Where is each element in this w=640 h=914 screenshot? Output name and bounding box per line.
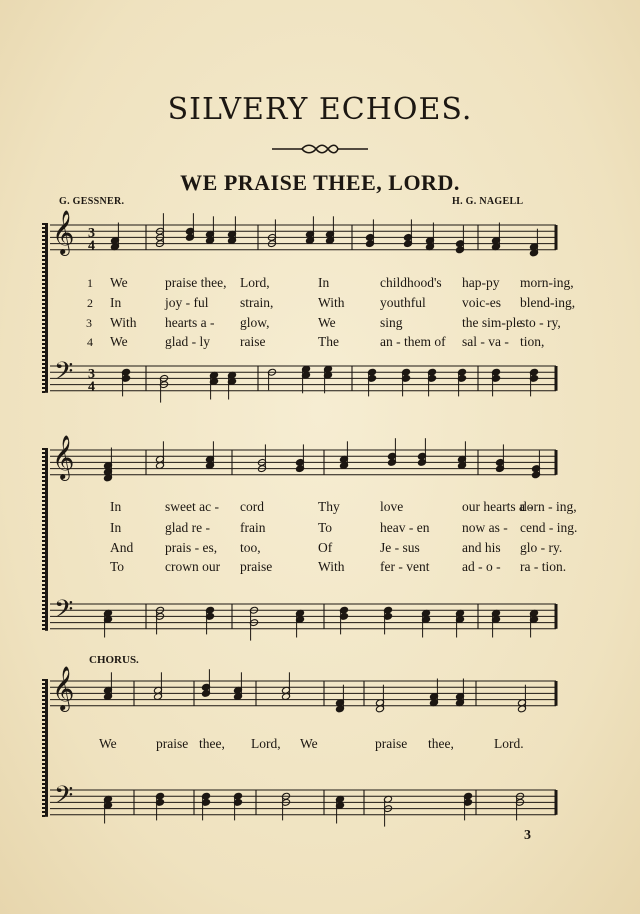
lyric-syllable: joy - ful: [165, 295, 209, 310]
bracket-ornament: [42, 496, 45, 498]
lyric-syllable: Of: [318, 540, 333, 555]
lyric-syllable: hap-py: [462, 275, 500, 290]
lyric-syllable: raise: [240, 334, 266, 349]
bracket-ornament: [42, 779, 45, 781]
bracket-ornament: [42, 255, 45, 257]
lyric-syllable: childhood's: [380, 275, 442, 290]
bracket-ornament: [42, 243, 45, 245]
lyric-syllable: thee,: [199, 736, 225, 751]
verse-line-1: [0, 275, 640, 293]
lyric-syllable: To: [318, 520, 333, 535]
bracket-ornament: [42, 251, 45, 253]
lyric-syllable: Je - sus: [380, 540, 420, 555]
lyric-syllable: praise: [240, 559, 273, 574]
bracket-ornament: [42, 375, 45, 377]
lyric-syllable: love: [380, 499, 404, 514]
bracket-ornament: [42, 799, 45, 801]
bracket-ornament: [42, 267, 45, 269]
lyric-syllable: In: [318, 275, 330, 290]
bracket-ornament: [42, 600, 45, 602]
bracket-ornament: [42, 247, 45, 249]
time-signature-bottom: 4: [88, 238, 95, 254]
chorus-line: [0, 736, 640, 754]
bracket-ornament: [42, 771, 45, 773]
lyric-syllable: dorn - ing,: [520, 499, 577, 514]
bracket-ornament: [42, 719, 45, 721]
lyric-syllable: praise: [156, 736, 189, 751]
verse-number: 3: [86, 316, 92, 330]
verse-line-3: [0, 315, 640, 333]
bracket-ornament: [42, 359, 45, 361]
bracket-ornament: [42, 723, 45, 725]
lyric-syllable: the sim-ple: [462, 315, 523, 330]
bracket-ornament: [42, 624, 45, 626]
verse-cont-line-3: [0, 540, 640, 558]
lyric-syllable: sweet ac -: [165, 499, 219, 514]
lyric-syllable: fer - vent: [380, 559, 430, 574]
bass-clef: 𝄢: [54, 781, 74, 816]
bracket-ornament: [42, 604, 45, 606]
bracket-ornament: [42, 464, 45, 466]
bracket-ornament: [42, 235, 45, 237]
lyric-syllable: We: [99, 736, 117, 751]
bracket-ornament: [42, 711, 45, 713]
lyric-syllable: our hearts a -: [462, 499, 533, 514]
verse-number: 4: [87, 335, 93, 349]
lyric-syllable: frain: [240, 520, 266, 535]
lyric-syllable: We: [110, 275, 128, 290]
lyric-syllable: praise: [375, 736, 408, 751]
bracket-ornament: [42, 460, 45, 462]
lyric-syllable: With: [318, 295, 345, 310]
lyric-syllable: glow,: [240, 315, 270, 330]
bracket-ornament: [42, 476, 45, 478]
bracket-ornament: [42, 763, 45, 765]
bracket-ornament: [42, 775, 45, 777]
lyric-syllable: morn-ing,: [520, 275, 574, 290]
chorus-label: CHORUS.: [89, 654, 139, 666]
bracket-ornament: [42, 608, 45, 610]
lyric-syllable: We: [110, 334, 128, 349]
bracket-ornament: [42, 355, 45, 357]
bracket-ornament: [42, 807, 45, 809]
bracket-ornament: [42, 731, 45, 733]
lyric-syllable: In: [110, 520, 122, 535]
bracket-ornament: [42, 815, 45, 817]
author-credit: H. G. NAGELL: [452, 196, 524, 207]
lyric-syllable: praise thee,: [165, 275, 227, 290]
book-title: SILVERY ECHOES.: [167, 92, 473, 127]
verse-number: 1: [87, 276, 93, 290]
bracket-ornament: [42, 456, 45, 458]
lyric-syllable: and his: [462, 540, 501, 555]
bracket-ornament: [42, 472, 45, 474]
page-number: 3: [524, 828, 531, 843]
bracket-ornament: [42, 580, 45, 582]
bracket-ornament: [42, 480, 45, 482]
lyric-syllable: strain,: [240, 295, 274, 310]
bracket-ornament: [42, 452, 45, 454]
bracket-ornament: [42, 612, 45, 614]
lyric-syllable: tion,: [520, 334, 545, 349]
bracket-ornament: [42, 239, 45, 241]
bracket-ornament: [42, 811, 45, 813]
bracket-ornament: [42, 387, 45, 389]
treble-clef: 𝄞: [52, 210, 75, 254]
time-signature-top: 3: [88, 367, 95, 382]
lyric-syllable: hearts a -: [165, 315, 215, 330]
lyric-syllable: With: [110, 315, 137, 330]
hymn-title: WE PRAISE THEE, LORD.: [180, 170, 460, 195]
bracket-ornament: [42, 616, 45, 618]
lyric-syllable: cend - ing.: [520, 520, 578, 535]
lyric-syllable: an - them of: [380, 334, 446, 349]
bracket-ornament: [42, 628, 45, 630]
bracket-ornament: [42, 683, 45, 685]
verse-line-2: [0, 295, 640, 313]
treble-clef: 𝄞: [52, 666, 75, 710]
bracket-ornament: [42, 691, 45, 693]
lyric-syllable: Lord,: [240, 275, 270, 290]
time-signature-bottom: 4: [88, 379, 95, 395]
lyric-syllable: glo - ry.: [520, 540, 563, 555]
bracket-ornament: [42, 468, 45, 470]
bracket-ornament: [42, 787, 45, 789]
bracket-ornament: [42, 592, 45, 594]
bracket-ornament: [42, 227, 45, 229]
bass-clef: 𝄢: [54, 595, 74, 630]
bracket-ornament: [42, 391, 45, 393]
lyric-syllable: In: [110, 499, 122, 514]
lyric-syllable: crown our: [165, 559, 221, 574]
bracket-ornament: [42, 271, 45, 273]
bracket-ornament: [42, 596, 45, 598]
bracket-ornament: [42, 679, 45, 681]
bracket-ornament: [42, 588, 45, 590]
bracket-ornament: [42, 367, 45, 369]
bracket-ornament: [42, 231, 45, 233]
bracket-ornament: [42, 383, 45, 385]
bracket-ornament: [42, 703, 45, 705]
lyric-syllable: And: [110, 540, 134, 555]
verse-cont-line-4: [0, 559, 640, 577]
bracket-ornament: [42, 371, 45, 373]
lyric-syllable: thee,: [428, 736, 454, 751]
bracket-ornament: [42, 727, 45, 729]
bracket-ornament: [42, 707, 45, 709]
lyric-syllable: glad re -: [165, 520, 210, 535]
bracket-ornament: [42, 379, 45, 381]
lyric-syllable: The: [318, 334, 339, 349]
lyric-syllable: Thy: [318, 499, 340, 514]
verse-number: 2: [87, 296, 93, 310]
bracket-ornament: [42, 767, 45, 769]
bracket-ornament: [42, 484, 45, 486]
bracket-ornament: [42, 687, 45, 689]
lyric-syllable: With: [318, 559, 345, 574]
lyric-syllable: In: [110, 295, 122, 310]
bracket-ornament: [42, 263, 45, 265]
verse-cont-line-2: [0, 520, 640, 538]
lyric-syllable: ra - tion.: [520, 559, 567, 574]
lyric-syllable: glad - ly: [165, 334, 210, 349]
lyric-syllable: blend-ing,: [520, 295, 576, 310]
verse-cont-line-1: [0, 499, 640, 517]
treble-clef: 𝄞: [52, 435, 75, 479]
bracket-ornament: [42, 759, 45, 761]
lyric-syllable: sal - va -: [462, 334, 509, 349]
bracket-ornament: [42, 795, 45, 797]
bracket-ornament: [42, 620, 45, 622]
bracket-ornament: [42, 223, 45, 225]
bracket-ornament: [42, 695, 45, 697]
lyric-syllable: sing: [380, 315, 403, 330]
lyric-syllable: prais - es,: [165, 540, 218, 555]
lyric-syllable: ad - o -: [462, 559, 501, 574]
bracket-ornament: [42, 715, 45, 717]
lyric-syllable: Lord,: [251, 736, 281, 751]
bracket-ornament: [42, 791, 45, 793]
bracket-ornament: [42, 699, 45, 701]
lyric-syllable: Lord.: [494, 736, 524, 751]
lyric-syllable: voic-es: [462, 295, 501, 310]
bracket-ornament: [42, 783, 45, 785]
bracket-ornament: [42, 259, 45, 261]
lyric-syllable: now as -: [462, 520, 508, 535]
bass-clef: 𝄢: [54, 357, 74, 392]
lyric-syllable: youthful: [380, 295, 426, 310]
lyric-syllable: We: [318, 315, 336, 330]
bracket-ornament: [42, 803, 45, 805]
bracket-ornament: [42, 448, 45, 450]
bracket-ornament: [42, 492, 45, 494]
lyric-syllable: too,: [240, 540, 261, 555]
bracket-ornament: [42, 755, 45, 757]
lyric-syllable: To: [110, 559, 125, 574]
lyric-syllable: sto - ry,: [520, 315, 561, 330]
composer-credit: G. GESSNER.: [59, 196, 125, 207]
verse-line-4: [0, 334, 640, 352]
bracket-ornament: [42, 488, 45, 490]
lyric-syllable: heav - en: [380, 520, 430, 535]
lyric-syllable: cord: [240, 499, 264, 514]
bracket-ornament: [42, 363, 45, 365]
bracket-ornament: [42, 584, 45, 586]
lyric-syllable: We: [300, 736, 318, 751]
time-signature-top: 3: [88, 226, 95, 241]
